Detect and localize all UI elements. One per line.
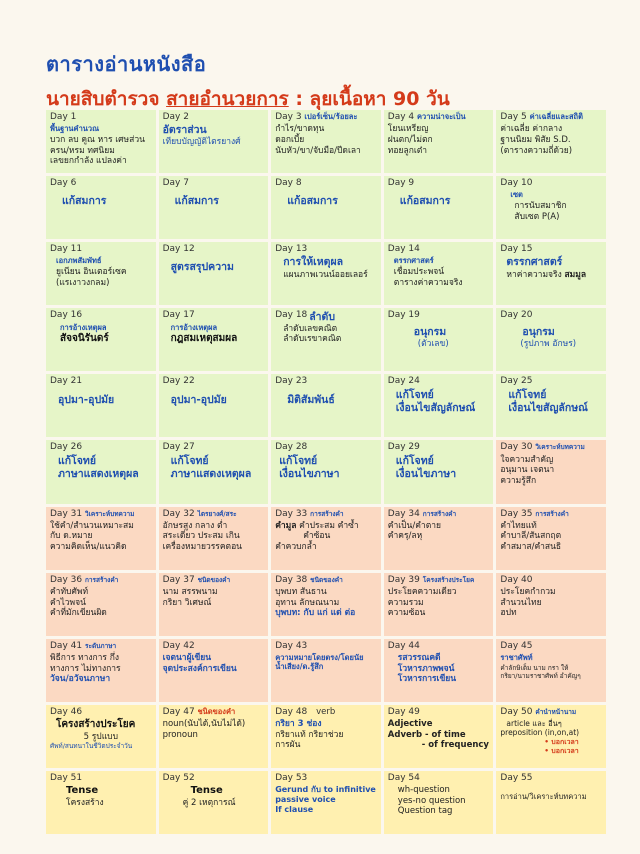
topic-line: ตารางค่าความจริง xyxy=(393,277,463,288)
topic-line: ลำดับเรขาคณิต xyxy=(283,334,342,345)
topic-line: ค่าเฉลี่ย ค่ากลาง xyxy=(500,124,563,135)
topic-heading: อนุกรม xyxy=(413,325,447,338)
topic-heading: แก้อสมการ xyxy=(399,195,451,208)
topic-line: โครงสร้าง xyxy=(66,797,104,808)
topic-heading: เงื่อนไขสัญลักษณ์ xyxy=(508,401,588,414)
day-label: Day 51 xyxy=(50,772,83,783)
topic-line: (ตารางความถี่ด้วย) xyxy=(500,145,573,156)
topic-heading: เงื่อนไขภาษา xyxy=(279,467,340,480)
topic-line: ความรู้สึก xyxy=(500,475,537,486)
topic-tag: ไตรยางศ์/สระ xyxy=(197,509,237,518)
day-cell xyxy=(271,242,381,305)
day-label: Day 16 xyxy=(50,310,83,321)
topic-heading: กฎสมเหตุสมผล xyxy=(170,333,238,345)
topic-tag: วิเคราะห์บทความ xyxy=(84,509,135,518)
day-cell xyxy=(46,242,156,305)
topic-line: ฐานนิยม พิสัย S.D. xyxy=(500,134,571,145)
day-cell xyxy=(159,771,269,834)
subtitle-part-3: : ลุยเนื้อหา 90 วัน xyxy=(288,88,450,110)
day-label: Day 33 การสร้างคำ xyxy=(275,508,344,519)
day-cell xyxy=(159,110,269,173)
topic-line: การผัน xyxy=(275,740,301,751)
day-label: Day 53 xyxy=(275,772,308,783)
day-cell xyxy=(496,440,606,503)
topic-line: ประโยคกำกวม xyxy=(500,586,556,597)
topic-line: บุพบท: กับ แก่ แด่ ต่อ xyxy=(275,608,356,619)
day-label: Day 2 xyxy=(162,112,189,122)
topic-line: คำครุ/ลหุ xyxy=(387,531,423,542)
day-cell xyxy=(496,507,606,570)
topic-line: ฮปท xyxy=(500,608,517,619)
topic-heading: แก้โจทย์ xyxy=(170,454,209,467)
day-cell xyxy=(271,440,381,503)
topic-heading: แก้สมการ xyxy=(62,195,107,208)
day-cell xyxy=(271,507,381,570)
schedule-grid xyxy=(46,110,606,834)
day-label: Day 19 xyxy=(387,310,420,321)
topic-line: แผนภาพเวนน์ออยเลอร์ xyxy=(283,269,368,280)
day-cell xyxy=(384,771,494,834)
day-cell xyxy=(496,242,606,305)
day-cell xyxy=(384,440,494,503)
page-title: ตารางอ่านหนังสือ xyxy=(46,52,207,76)
topic-line: article และ อื่นๆ xyxy=(506,719,562,729)
day-label: Day 54 xyxy=(387,772,420,783)
day-cell xyxy=(496,176,606,239)
topic-line: อุทาน ลักษณนาม xyxy=(275,597,340,608)
day-label: Day 23 xyxy=(275,376,308,387)
day-label: Day 30 วิเคราะห์บทความ xyxy=(500,442,585,453)
topic-heading: อัตราส่วน xyxy=(162,124,207,137)
topic-heading: อุปมา-อุปมัย xyxy=(170,393,227,406)
day-cell xyxy=(159,573,269,636)
topic-line: เครื่องหมายวรรคตอน xyxy=(162,542,242,553)
day-label: Day 27 xyxy=(162,442,195,453)
topic-heading: Tense xyxy=(190,785,223,797)
topic-line: โวหารการเขียน xyxy=(397,674,457,685)
day-cell xyxy=(46,110,156,173)
topic-line: เชื่อมประพจน์ xyxy=(393,267,445,278)
topic-heading: สัจจนิรันดร์ xyxy=(60,333,109,345)
day-cell xyxy=(159,507,269,570)
topic-line: If clause xyxy=(275,805,314,815)
topic-heading: แก้อสมการ xyxy=(287,195,338,208)
topic-line: สับเซต P(A) xyxy=(514,211,560,222)
day-cell xyxy=(384,573,494,636)
topic-line: yes-no question xyxy=(397,795,466,806)
day-cell xyxy=(46,440,156,503)
day-cell xyxy=(46,771,156,834)
topic-heading: แก้โจทย์ xyxy=(508,388,547,401)
day-cell xyxy=(384,242,494,305)
topic-line: ลำดับเลขคณิต xyxy=(283,323,338,334)
day-label: Day 4 ความน่าจะเป็น xyxy=(387,112,466,122)
day-cell xyxy=(496,639,606,702)
topic-line: ความคิดเห็น/แนวคิด xyxy=(50,542,127,553)
topic-line: pronoun xyxy=(162,729,198,740)
day-label: Day 35 การสร้างคำ xyxy=(500,508,569,519)
topic-line: Adverb - of time xyxy=(387,729,466,740)
topic-tag: ตรรกศาสตร์ xyxy=(393,256,434,266)
day-label: Day 26 xyxy=(50,442,83,453)
topic-tag: ราชาศัพท์ xyxy=(500,652,533,662)
topic-tag: การสร้างคำ xyxy=(84,575,119,584)
topic-tag: โครงสร้างประโยค xyxy=(422,575,475,584)
topic-line: อนุมาน เจตนา xyxy=(500,465,555,476)
topic-line: ใช้คำ/สำนวนเหมาะสม xyxy=(50,520,134,531)
day-label: Day 21 xyxy=(50,376,83,387)
day-label: Day 36 การสร้างคำ xyxy=(50,574,119,585)
topic-tag: ชนิดของคำ xyxy=(197,575,231,584)
day-label: Day 13 xyxy=(275,244,308,255)
topic-line: preposition (in,on,at) xyxy=(500,728,580,738)
day-label: Day 1 xyxy=(50,112,77,122)
day-cell xyxy=(46,507,156,570)
topic-heading: เงื่อนไขสัญลักษณ์ xyxy=(395,401,476,414)
topic-heading: Tense xyxy=(66,785,99,797)
topic-line: คำที่มักเขียนผิด xyxy=(50,608,107,619)
topic-tag: เปอร์เซ็น/ร้อยละ xyxy=(304,112,358,121)
day-label: Day 8 xyxy=(275,178,302,189)
topic-line: นับหัว/ขา/จับมือ/ปีดเลา xyxy=(275,145,361,156)
topic-line: คำลักษิเต็ม นาม กรา ให้ xyxy=(500,663,569,672)
day-label: Day 34 การสร้างคำ xyxy=(387,508,457,519)
topic-line: กริยา/นามราชาศัพท์ อำคัญๆ xyxy=(500,671,581,680)
day-cell xyxy=(271,573,381,636)
topic-tag: เซต xyxy=(510,190,523,200)
topic-line: คำเป็น/คำตาย xyxy=(387,520,441,531)
topic-line: โยนเหรียญ xyxy=(387,124,429,135)
topic-line: ทางการ ไม่ทางการ xyxy=(50,663,121,674)
day-cell xyxy=(496,705,606,768)
day-label: Day 28 xyxy=(275,442,308,453)
day-label: Day 43 xyxy=(275,640,308,651)
day-cell xyxy=(271,639,381,702)
topic-line: วัจน/อวัจนภาษา xyxy=(50,674,111,685)
topic-line: รสวรรณคดี xyxy=(397,652,441,663)
topic-line: ใจความสำคัญ xyxy=(500,454,554,465)
day-label: Day 12 xyxy=(162,244,195,255)
day-label: Day 3 เปอร์เซ็น/ร้อยละ xyxy=(275,112,358,122)
topic-line: คำควบกล้ำ xyxy=(275,542,317,553)
topic-heading: อนุกรม xyxy=(522,325,555,338)
topic-heading: แก้โจทย์ xyxy=(395,454,434,467)
topic-line: คำไทยแท้ xyxy=(500,520,537,531)
topic-line: ความซ้อน xyxy=(387,608,426,619)
day-cell xyxy=(46,308,156,371)
day-label: Day 44 xyxy=(387,640,420,651)
topic-tag: ชนิดของคำ xyxy=(310,575,343,584)
topic-line: คำซ้อน xyxy=(303,531,331,542)
day-label: Day 25 xyxy=(500,376,533,387)
topic-line: 5 รูปแบบ xyxy=(83,731,118,742)
day-cell xyxy=(159,176,269,239)
day-cell xyxy=(159,308,269,371)
topic-line: - of frequency xyxy=(421,740,489,751)
day-label: Day 14 xyxy=(387,244,420,255)
day-label: Day 38 ชนิดของคำ xyxy=(275,574,343,585)
day-label: Day 29 xyxy=(387,442,420,453)
topic-line: Gerund กับ to infinitive xyxy=(275,785,376,795)
topic-line: นาม สรรพนาม xyxy=(162,586,218,597)
day-cell xyxy=(46,705,156,768)
topic-tag: คำนำหน้านาม xyxy=(535,707,577,716)
topic-tag: การสร้างคำ xyxy=(535,509,569,518)
day-label: Day 46 xyxy=(50,706,83,717)
day-cell xyxy=(159,242,269,305)
topic-line: กับ ด.หมาย xyxy=(50,531,93,542)
topic-line: กริยา วิเศษณ์ xyxy=(162,597,212,608)
day-cell xyxy=(384,374,494,437)
topic-heading: แก้โจทย์ xyxy=(279,454,318,467)
topic-line: Question tag xyxy=(397,806,453,817)
day-label: Day 6 xyxy=(50,178,77,189)
day-label: Day 55 xyxy=(500,772,533,783)
day-cell xyxy=(159,705,269,768)
subtitle-part-1: นายสิบตำรวจ xyxy=(46,88,167,110)
bullet-item: • บอกเวลา xyxy=(544,746,579,755)
day-label: Day 18 xyxy=(275,310,308,321)
day-cell xyxy=(271,176,381,239)
topic-line: คำบาลี/สันสกฤต xyxy=(500,531,562,542)
day-cell xyxy=(159,440,269,503)
topic-line: กริยา 3 ช่อง xyxy=(275,719,322,730)
topic-line: (ตัวเลข) xyxy=(417,338,449,349)
day-cell xyxy=(159,639,269,702)
day-cell xyxy=(46,176,156,239)
topic-line: ดอกเบี้ย xyxy=(275,134,305,145)
topic-heading: ภาษาแสดงเหตุผล xyxy=(170,467,252,480)
topic-heading: มิติสัมพันธ์ xyxy=(287,393,335,406)
topic-line: หาค่าความจริง สมมูล xyxy=(506,269,587,280)
day-cell xyxy=(159,374,269,437)
day-label: Day 48 verb xyxy=(275,706,336,717)
topic-heading: โครงสร้างประโยค xyxy=(56,719,136,731)
topic-line: ทอยลูกเต๋า xyxy=(387,145,428,156)
topic-tag: การสร้างคำ xyxy=(422,509,457,518)
topic-tag: ค่าเฉลี่ยและสถิติ xyxy=(529,112,583,121)
topic-line: คำไวพจน์ xyxy=(50,597,86,608)
day-cell xyxy=(384,176,494,239)
day-cell xyxy=(384,705,494,768)
day-cell xyxy=(496,308,606,371)
day-cell xyxy=(46,374,156,437)
day-label: Day 10 xyxy=(500,178,533,189)
topic-line: บวก ลบ คูณ หาร เศษส่วน xyxy=(50,134,145,145)
topic-tag: การสร้างคำ xyxy=(310,509,344,518)
day-label: Day 52 xyxy=(162,772,195,783)
topic-line: โวหารภาพพจน์ xyxy=(397,663,455,674)
topic-heading: จุดประสงค์การเขียน xyxy=(162,663,237,674)
topic-line: คำทับศัพท์ xyxy=(50,586,89,597)
topic-heading: ลำดับ xyxy=(309,310,336,323)
day-cell xyxy=(384,507,494,570)
topic-heading: ตรรกศาสตร์ xyxy=(506,256,563,269)
topic-line: กำไร/ขาดทุน xyxy=(275,124,325,135)
topic-line: เทียบบัญญัติไตรยางศ์ xyxy=(162,137,241,148)
topic-tag: ความน่าจะเป็น xyxy=(417,112,466,121)
topic-line: passive voice xyxy=(275,795,336,805)
day-label: Day 42 xyxy=(162,640,195,651)
topic-line: การอ่าน/วิเคราะห์บทความ xyxy=(500,792,587,802)
day-cell xyxy=(271,110,381,173)
topic-heading: การให้เหตุผล xyxy=(283,256,344,269)
day-label: Day 41 ระดับภาษา xyxy=(50,640,117,651)
topic-heading: เงื่อนไขภาษา xyxy=(395,467,457,480)
day-cell xyxy=(384,308,494,371)
bullet-item: • บอกเวลา xyxy=(544,737,579,746)
topic-tag: ชนิดของคำ xyxy=(197,706,236,716)
topic-tag: การอ้างเหตุผล xyxy=(170,322,218,332)
day-label: Day 45 xyxy=(500,640,533,651)
day-cell xyxy=(271,374,381,437)
topic-line: บุพบท สันธาน xyxy=(275,586,327,597)
topic-tag: ระดับภาษา xyxy=(84,641,117,650)
topic-tag: พื้นฐานคำนวณ xyxy=(50,124,100,134)
topic-line: ยูเนียน อินเตอร์เซค xyxy=(56,267,127,278)
day-label: Day 15 xyxy=(500,244,533,255)
page-header xyxy=(46,48,450,114)
topic-tag: เอกภพสัมพัทธ์ xyxy=(56,256,102,266)
day-cell xyxy=(384,639,494,702)
subtitle-part-2: สายอำนวยการ xyxy=(166,88,289,110)
topic-heading: ภาษาแสดงเหตุผล xyxy=(58,467,139,480)
topic-heading: อุปมา-อุปมัย xyxy=(58,393,115,406)
topic-tag: verb xyxy=(316,706,336,717)
topic-line: กริยาแท้ กริยาช่วย xyxy=(275,729,344,740)
topic-line: ฝนตก/ไม่ตก xyxy=(387,134,433,145)
topic-line: ความหมายโดยตรง/โดยนัย xyxy=(275,652,364,662)
topic-line: (รูปภาพ อักษร) xyxy=(520,338,577,349)
topic-heading: แก้โจทย์ xyxy=(58,454,96,467)
topic-line: wh-question xyxy=(397,785,450,796)
day-label: Day 49 xyxy=(387,706,420,717)
topic-tag: การอ้างเหตุผล xyxy=(60,322,107,332)
day-label: Day 17 xyxy=(162,310,195,321)
topic-line: คำมูล คำประสม คำซ้ำ xyxy=(275,520,359,531)
day-cell xyxy=(46,639,156,702)
topic-heading: แก้สมการ xyxy=(174,195,219,208)
topic-line: สระเดี่ยว ประสม เกิน xyxy=(162,531,240,542)
day-cell xyxy=(496,374,606,437)
day-cell xyxy=(271,771,381,834)
day-label: Day 50 คำนำหน้านาม xyxy=(500,706,577,717)
topic-line: สำนวนไทย xyxy=(500,597,542,608)
day-cell xyxy=(496,110,606,173)
topic-heading: เจตนาผู้เขียน xyxy=(162,652,212,663)
topic-line: น้ำเสียง/ด.รู้สึก xyxy=(275,662,324,672)
day-label: Day 47 ชนิดของคำ xyxy=(162,706,236,717)
topic-line: ความรวม xyxy=(387,597,424,608)
day-label: Day 37 ชนิดของคำ xyxy=(162,574,231,585)
day-label: Day 24 xyxy=(387,376,420,387)
day-label: Day 9 xyxy=(387,178,415,189)
day-label: Day 11 xyxy=(50,244,83,255)
topic-line: Adjective xyxy=(387,719,433,730)
topic-line: คำสมาส/คำสนธิ xyxy=(500,542,562,553)
day-cell xyxy=(496,573,606,636)
day-cell xyxy=(271,308,381,371)
day-cell xyxy=(271,705,381,768)
topic-heading: สูตรสรุปความ xyxy=(170,261,234,274)
topic-line: การนับสมาชิก xyxy=(514,200,567,211)
day-cell xyxy=(384,110,494,173)
day-cell xyxy=(496,771,606,834)
topic-line: เลขยกกำลัง แปลงค่า xyxy=(50,156,127,167)
topic-heading: แก้โจทย์ xyxy=(395,388,434,401)
topic-line: พิธีการ ทางการ กึ่ง xyxy=(50,652,119,663)
day-label: Day 31 วิเคราะห์บทความ xyxy=(50,508,135,519)
day-label: Day 22 xyxy=(162,376,195,387)
topic-line: ศัพท์/สนทนาในชีวิตประจำวัน xyxy=(50,742,133,751)
topic-line: อักษรสูง กลาง ต่ำ xyxy=(162,520,228,531)
topic-line: คู่ 2 เหตุการณ์ xyxy=(182,797,236,808)
day-label: Day 5 ค่าเฉลี่ยและสถิติ xyxy=(500,112,583,122)
day-label: Day 7 xyxy=(162,178,189,189)
day-label: Day 32 ไตรยางศ์/สระ xyxy=(162,508,237,519)
day-label: Day 20 xyxy=(500,310,533,321)
topic-line: ประโยคความเดียว xyxy=(387,586,457,597)
topic-line: (แรเงาวงกลม) xyxy=(56,277,110,288)
topic-line: noun(นับได้,นับไม่ได้) xyxy=(162,719,246,730)
topic-line: ครน/หรม ทศนิยม xyxy=(50,145,115,156)
topic-tag: วิเคราะห์บทความ xyxy=(535,443,585,452)
day-label: Day 40 xyxy=(500,574,533,585)
day-label: Day 39 โครงสร้างประโยค xyxy=(387,574,475,585)
day-cell xyxy=(46,573,156,636)
